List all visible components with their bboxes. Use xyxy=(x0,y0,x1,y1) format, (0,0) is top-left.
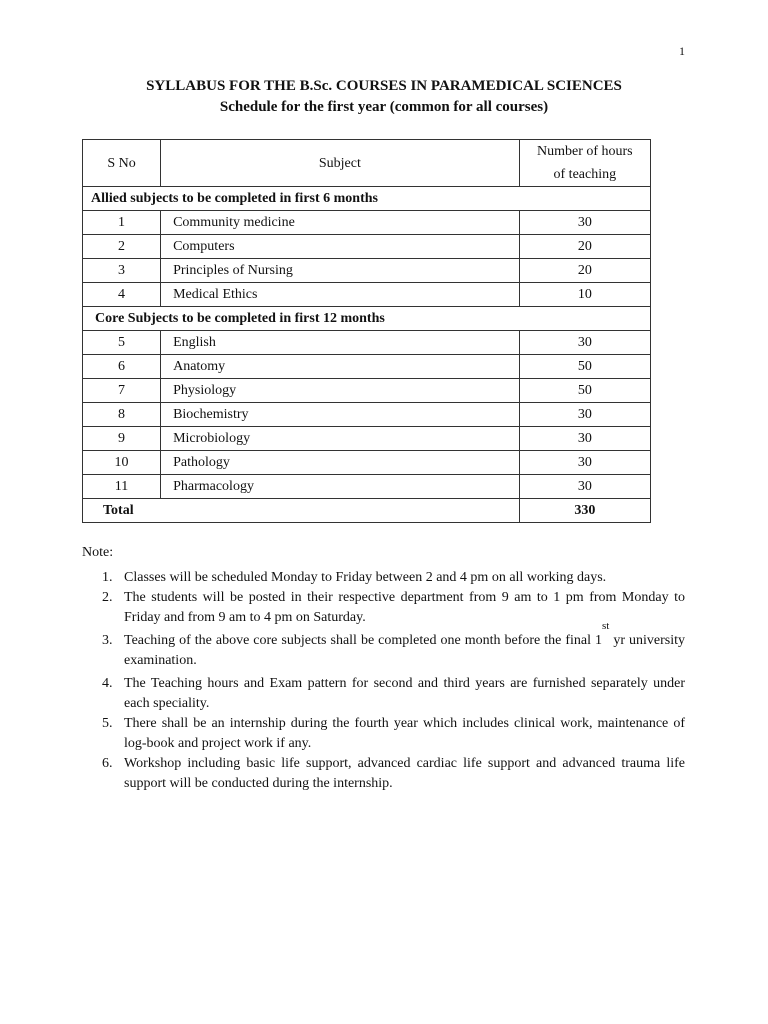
note-number: 1. xyxy=(102,570,113,585)
notes-list xyxy=(82,568,685,794)
note-item xyxy=(82,620,686,671)
note-number: 3. xyxy=(102,633,113,648)
note-sup: st xyxy=(602,620,610,632)
hours-cell: 20 xyxy=(519,235,650,259)
note-item xyxy=(82,568,685,588)
hours-cell: 50 xyxy=(519,355,650,379)
note-item xyxy=(82,588,685,628)
core-heading: Core Subjects to be completed in first 12 months xyxy=(83,307,651,331)
subject-cell: Microbiology xyxy=(161,427,520,451)
allied-heading: Allied subjects to be completed in first 6 months xyxy=(83,187,651,211)
sno-cell: 1 xyxy=(83,211,161,235)
table-row xyxy=(83,379,651,403)
table-row xyxy=(83,259,651,283)
sno-cell: 9 xyxy=(83,427,161,451)
section-row-core xyxy=(83,307,651,331)
note-number: 2. xyxy=(102,590,113,605)
table-row xyxy=(83,331,651,355)
table-row xyxy=(83,283,651,307)
subject-cell: English xyxy=(161,331,520,355)
sno-cell: 6 xyxy=(83,355,161,379)
sno-cell: 5 xyxy=(83,331,161,355)
hours-cell: 20 xyxy=(519,259,650,283)
hours-cell: 30 xyxy=(519,211,650,235)
note-number: 4. xyxy=(102,676,113,691)
table-row xyxy=(83,475,651,499)
sno-cell: 2 xyxy=(83,235,161,259)
allied-rows xyxy=(83,211,651,307)
subject-cell: Computers xyxy=(161,235,520,259)
header-subject: Subject xyxy=(161,140,520,187)
hours-cell: 10 xyxy=(519,283,650,307)
table-row xyxy=(83,355,651,379)
hours-cell: 30 xyxy=(519,451,650,475)
note-item xyxy=(82,674,685,714)
table-header-row xyxy=(83,140,651,187)
subject-cell: Community medicine xyxy=(161,211,520,235)
hours-cell: 50 xyxy=(519,379,650,403)
note-text: Classes will be scheduled Monday to Friday between 2 and 4 pm on all working days. xyxy=(124,570,607,585)
syllabus-table xyxy=(82,139,651,523)
table-row xyxy=(83,427,651,451)
hours-cell: 30 xyxy=(519,403,650,427)
sno-cell: 4 xyxy=(83,283,161,307)
subject-cell: Principles of Nursing xyxy=(161,259,520,283)
table-row xyxy=(83,235,651,259)
header-sno: S No xyxy=(83,140,161,187)
note-number: 5. xyxy=(102,716,113,731)
subject-cell: Biochemistry xyxy=(161,403,520,427)
note-text: There shall be an internship during the fourth year which includes clinical work, maintenance of log-book and project work if any. xyxy=(124,716,685,751)
subject-cell: Medical Ethics xyxy=(161,283,520,307)
note-text: The Teaching hours and Exam pattern for second and third years are furnished separately under each speciality. xyxy=(124,676,685,711)
note-text-before: Teaching of the above core subjects shall be completed one month before the final 1 xyxy=(124,633,602,648)
hours-cell: 30 xyxy=(519,427,650,451)
subject-cell: Pathology xyxy=(161,451,520,475)
note-text: The students will be posted in their respective department from 9 am to 1 pm from Monday to Friday and from 9 am to 4 pm on Saturday. xyxy=(124,590,685,625)
note-number: 6. xyxy=(102,756,113,771)
table-row xyxy=(83,403,651,427)
document-subtitle: Schedule for the first year (common for all courses) xyxy=(219,99,549,115)
hours-cell: 30 xyxy=(519,475,650,499)
core-rows xyxy=(83,331,651,499)
document-title: SYLLABUS FOR THE B.Sc. COURSES IN PARAMEDICAL SCIENCES xyxy=(146,78,622,94)
table-row xyxy=(83,451,651,475)
sno-cell: 11 xyxy=(83,475,161,499)
total-label: Total xyxy=(83,499,520,523)
total-row xyxy=(83,499,651,523)
subject-cell: Pharmacology xyxy=(161,475,520,499)
note-item xyxy=(82,714,685,754)
header-hours-line2: of teaching xyxy=(553,167,617,182)
table-row xyxy=(83,211,651,235)
sno-cell: 3 xyxy=(83,259,161,283)
sno-cell: 10 xyxy=(83,451,161,475)
subject-cell: Physiology xyxy=(161,379,520,403)
subject-cell: Anatomy xyxy=(161,355,520,379)
header-hours xyxy=(519,140,650,187)
page-number: 1 xyxy=(679,44,685,58)
hours-cell: 30 xyxy=(519,331,650,355)
note-text: Workshop including basic life support, advanced cardiac life support and advanced trauma life support will be conducted during the internship. xyxy=(124,756,685,791)
sno-cell: 8 xyxy=(83,403,161,427)
sno-cell: 7 xyxy=(83,379,161,403)
note-label: Note: xyxy=(82,545,114,560)
note-text-after: yr university examination. xyxy=(124,633,686,668)
section-row-allied xyxy=(83,187,651,211)
total-hours: 330 xyxy=(519,499,650,523)
header-hours-line1: Number of hours xyxy=(536,144,633,159)
note-item xyxy=(82,754,685,794)
